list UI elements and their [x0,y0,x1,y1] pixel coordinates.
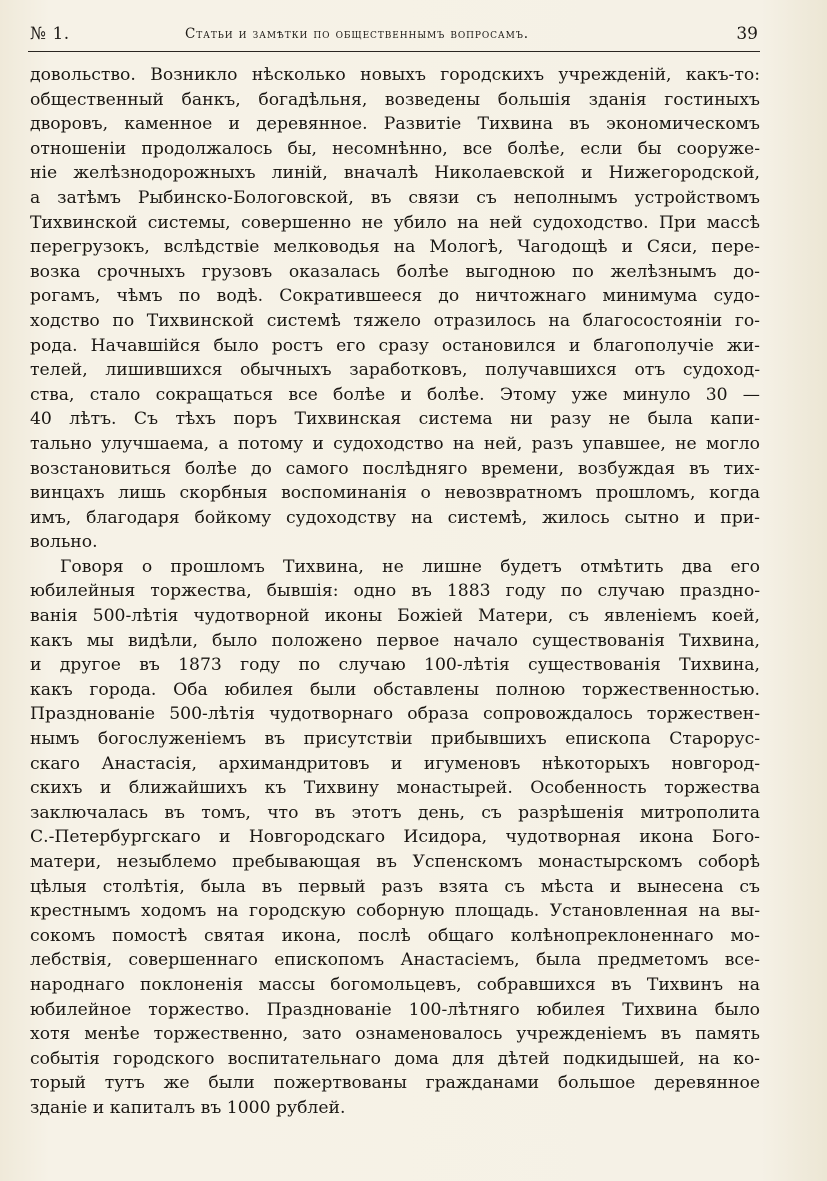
text-line: крестнымъ ходомъ на городскую соборную площадь. Установленная на вы- [30,901,760,922]
text-line: событія городского воспитательнаго дома для дѣтей подкидышей, на ко- [30,1048,760,1069]
text-line: заключалась въ томъ, что въ этотъ день, съ разрѣшенія митрополита [30,802,760,823]
text-line: а затѣмъ Рыбинско-Бологовской, въ связи съ неполнымъ устройствомъ [30,187,760,208]
text-line: матери, незыблемо пребывающая въ Успенскомъ монастырскомъ соборѣ [30,852,760,872]
page-number: 39 [736,24,758,44]
text-line: зданіе и капиталъ въ 1000 рублей. [30,1097,346,1118]
running-header [30,22,758,46]
text-line: тально улучшаема, а потому и судоходство на ней, разъ упавшее, не могло [30,433,760,454]
text-line: нымъ богослуженіемъ въ присутствіи прибывшихъ епископа Старорус- [30,729,760,750]
text-line: Празднованіе 500-лѣтія чудотворнаго образа сопровождалось торжествен- [30,704,760,725]
text-line: и другое въ 1873 году по случаю 100-лѣтія существованія Тихвина, [30,655,760,676]
header-rule [28,51,760,52]
text-line: Тихвинской системы, совершенно не убило на ней судоходство. При массѣ [30,212,760,233]
paragraph [30,63,760,555]
issue-number: № 1. [30,24,70,44]
text-line: ванія 500-лѣтія чудотворной иконы Божіей Матери, съ явленіемъ коей, [30,606,760,627]
text-line: народнаго поклоненія массы богомольцевъ, собравшихся въ Тихвинъ на [30,974,760,995]
text-line: ства, стало сокращаться все болѣе и болѣе. Этому уже минуло 30 — [30,384,760,405]
text-line: хотя менѣе торжественно, зато ознаменовалось учрежденіемъ въ память [30,1024,760,1045]
article-body [30,63,760,1121]
text-line: отношеніи продолжалось бы, несомнѣнно, все болѣе, если бы сооруже- [30,138,760,159]
text-line: перегрузокъ, вслѣдствіе мелководья на Мологѣ, Чагодощѣ и Сяси, пере- [30,237,760,258]
paragraph [30,555,760,1121]
text-line: рогамъ, чѣмъ по водѣ. Сократившееся до ничтожнаго минимума судо- [30,286,760,307]
text-line: юбилейныя торжества, бывшія: одно въ 1883 году по случаю праздно- [30,581,760,602]
text-line: торый тутъ же были пожертвованы гражданами большое деревянное [30,1073,760,1094]
text-line: С.-Петербургскаго и Новгородскаго Исидора, чудотворная икона Бого- [30,827,760,848]
text-line: винцахъ лишь скорбныя воспоминанія о невозвратномъ прошломъ, когда [30,483,760,504]
text-line: какъ мы видѣли, было положено первое начало существованія Тихвина, [30,630,760,651]
text-line: возстановиться болѣе до самого послѣдняго времени, возбуждая въ тих- [30,458,760,479]
text-line: цѣлыя столѣтія, была въ первый разъ взята съ мѣста и вынесена съ [30,876,760,897]
text-line: скихъ и ближайшихъ къ Тихвину монастырей. Особенность торжества [30,778,760,799]
text-line: телей, лишившихся обычныхъ заработковъ, получавшихся отъ судоход- [30,360,760,381]
text-line: рода. Начавшійся было ростъ его сразу остановился и благополучіе жи- [30,335,760,356]
text-line: юбилейное торжество. Празднованіе 100-лѣтняго юбилея Тихвина было [30,999,760,1020]
text-line: какъ города. Оба юбилея были обставлены полною торжественностью. [30,679,760,700]
text-line: скаго Анастасія, архимандритовъ и игуменовъ нѣкоторыхъ новгород- [30,753,760,774]
text-line: Говоря о прошломъ Тихвина, не лишне будетъ отмѣтить два его [60,556,760,577]
text-line: ніе желѣзнодорожныхъ линій, вначалѣ Николаевской и Нижегородской, [30,163,760,184]
text-line: имъ, благодаря бойкому судоходству на системѣ, жилось сытно и при- [30,507,760,528]
text-line: 40 лѣтъ. Съ тѣхъ поръ Тихвинская система ни разу не была капи- [30,409,760,430]
text-line: возка срочныхъ грузовъ оказалась болѣе выгодною по желѣзнымъ до- [30,261,760,282]
text-line: лебствія, совершеннаго епископомъ Анастасіемъ, была предметомъ все- [30,950,760,971]
text-line: сокомъ помостѣ святая икона, послѣ общаго колѣнопреклоненнаго мо- [30,925,760,946]
text-line: ходство по Тихвинской системѣ тяжело отразилось на благосостояніи го- [30,310,760,331]
text-line: довольство. Возникло нѣсколько новыхъ городскихъ учрежденій, какъ-то: [30,65,760,85]
text-line: вольно. [30,532,98,553]
text-line: дворовъ, каменное и деревянное. Развитіе Тихвина въ экономическомъ [30,114,760,135]
section-title: Статьи и замѣтки по общественнымъ вопросамъ. [185,26,529,42]
text-line: общественный банкъ, богадѣльня, возведены большія зданія гостиныхъ [30,89,760,110]
